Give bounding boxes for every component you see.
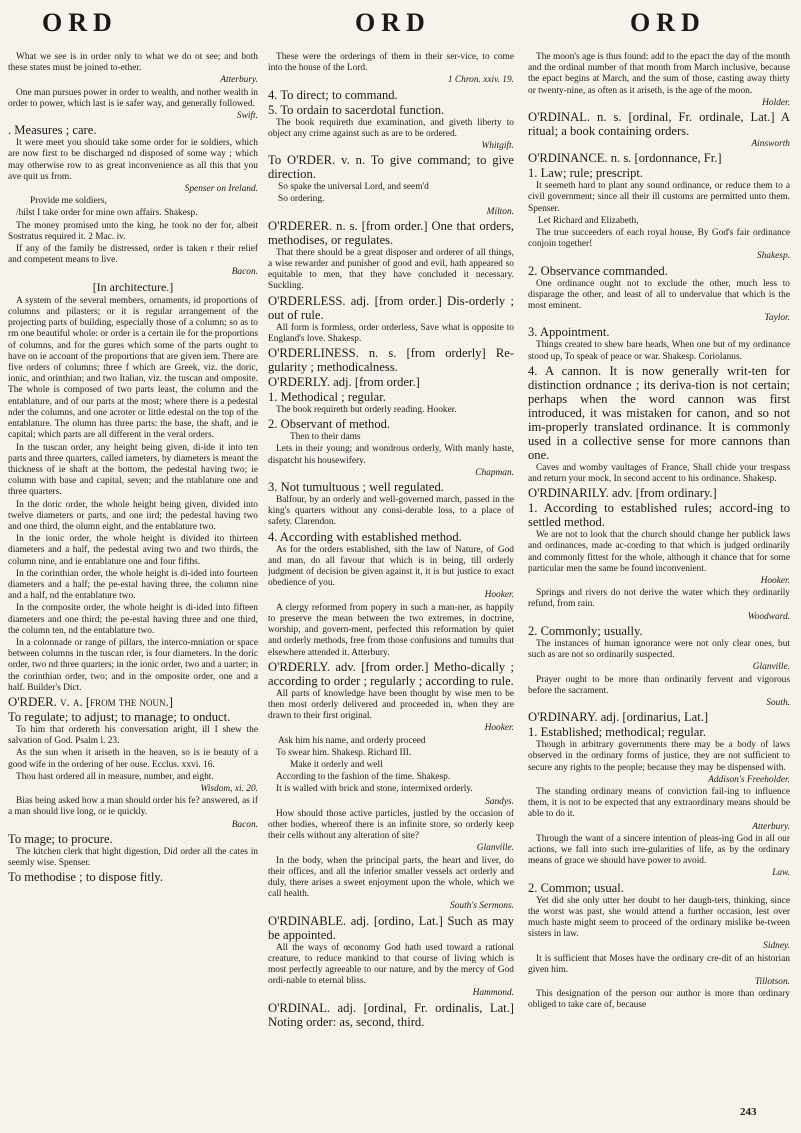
quotation-text: The book requireth but orderly reading. Hooker. [276, 405, 457, 416]
entry-definition: To O'RDER. v. n. To give command; to give direction. [268, 153, 514, 182]
citation: Sidney. [763, 941, 790, 952]
quotation-text: Caves and womby vaultages of France, Shall chide your trespass and return your mock, In second accent to his ordinance. Shakesp. [528, 462, 790, 485]
quotation-text: So ordering. [278, 194, 325, 205]
quotation-text: Provide me soldiers, [30, 196, 107, 207]
entry-definition: O'RDINAL. adj. [ordinal, Fr. ordinalis, Lat.] Noting order: as, second, third. [268, 1000, 514, 1029]
entry-definition: 3. Not tumultuous ; well regulated. [268, 480, 444, 495]
citation: Atterbury. [752, 821, 790, 832]
entry-definition: To mage; to procure. [8, 831, 113, 846]
quotation-text: In the doric order, the whole height being given, divided into twelve diameters or parts, and one iird; the pedestal having two and one third, the olumn eight, and the entablature two. [8, 499, 258, 532]
quotation-text: Springs and rivers do not derive the water which they ordinarily refund, from rain. [528, 588, 790, 610]
citation: Whitgift. [481, 141, 514, 152]
quotation-text: In the composite order, the whole height is di-ided into fifteen diameters and one third; the pe-estal having three and one third, the column ten, nd the entablature two. [8, 603, 258, 636]
quotation-text: As for the orders established, sith the law of Nature, of God and man, do all favour that which is in being, till orderly judgment of decision be given against it, it is but justice to exact obedience of you. [268, 544, 514, 589]
quotation-text: In the corinthian order, the whole height is di-ided into fourteen diameters and a half; the pe-estal having three, the column nine and a half, nd the entablature two. [8, 568, 258, 602]
citation: Bacon. [231, 819, 258, 830]
quotation-text: Through the want of a sincere intention of pleas-ing God in all our actions, we fall into such irre-gularities of life, as by the ordinary means of grace we should have power to avoid. [528, 833, 790, 867]
quotation-text: As the sun when it ariseth in the heaven, so is ie beauty of a good wife in the ordering of her ouse. Ecclus. xxvi. 16. [8, 748, 258, 770]
running-head-center: ORD [355, 8, 431, 37]
citation: Law. [772, 868, 790, 879]
citation: Taylor. [764, 313, 790, 324]
quotation-text: Prayer ought to be more than ordinarily fervent and vigorous before the sacrament. [528, 674, 790, 696]
entry-definition: O'RDINABLE. adj. [ordino, Lat.] Such as may be appointed. [268, 913, 514, 942]
quotation-text: So spake the universal Lord, and seem'd [278, 182, 429, 193]
quotation-text: The moon's age is thus found: add to the epact the day of the month and the ordinal number of that month from March inclusive, because the epact begins at March, and the sum of those, casting away thirty or twenty-nine, as often as it ariseth, is the age of the moon. [528, 52, 790, 96]
quotation-text: To swear him. Shakesp. Richard III. [276, 747, 412, 758]
quotation-text: In the body, when the principal parts, the heart and liver, do their offices, and all the inferior smaller vessels act orderly and duly, there arises a sweet enjoyment upon the whole, which we call health. [268, 855, 514, 900]
quotation-text: It seemeth hard to plant any sound ordinance, or reduce them to a civil government; since all their ill customs are permitted unto them. Spenser. [528, 181, 790, 214]
entry-definition: O'RDINARILY. adv. [from ordinary.] [528, 486, 717, 501]
entry-definition: 1. Law; rule; prescript. [528, 166, 644, 181]
citation: Wisdom, xi. 20. [200, 783, 258, 794]
quotation-text: Things created to shew bare heads, When one but of my ordinance stood up, To speak of peace or war. Shakesp. Coriolanus. [528, 340, 790, 362]
citation: Swift. [236, 111, 258, 122]
entry-definition: 1. Established; methodical; regular. [528, 725, 707, 740]
quotation-text: To him that ordereth his conversation aright, ill I shew the salvation of God. Psalm l. 23. [8, 724, 258, 747]
entry-definition: O'RDERLESS. adj. [from order.] Dis-orderly ; out of rule. [268, 293, 514, 322]
citation: Holder. [762, 97, 790, 108]
citation: South. [766, 697, 790, 708]
page-number: 243 [740, 1106, 757, 1118]
quotation-text: If any of the family be distressed, order is taken r their relief and competent means to live. [8, 244, 258, 266]
entry-definition: 4. A cannon. It is now generally writ-ten for distinction ordnance ; its deriva-tion is not certain; perhaps when the word cannon was first introduced, it was mistaken for canon, and so not im-properly translated ordinance. It is commonly used in a collective sense for more cannons than one. [528, 363, 790, 462]
entry-definition: 2. Commonly; usually. [528, 623, 643, 638]
quotation-text: Thou hast ordered all in measure, number, and eight. [16, 771, 214, 782]
quotation-text: Then to their dams [290, 432, 361, 443]
quotation-text: What we see is in order only to what we do ot see; and both these states must be joined to-ether. [8, 52, 258, 74]
entry-definition: 2. Common; usual. [528, 880, 624, 895]
quotation-text: The kitchen clerk that hight digestion, Did order all the cates in seemly wise. Spenser. [8, 846, 258, 868]
citation: Sandys. [485, 796, 514, 807]
entry-definition: O'RDINANCE. n. s. [ordonnance, Fr.] [528, 151, 722, 166]
entry-definition: 4. According with established method. [268, 529, 462, 544]
entry-definition: O'RDERLINESS. n. s. [from orderly] Re-gularity ; methodicalness. [268, 346, 514, 375]
quotation-text: One ordinance ought not to exclude the other, much less to disparage the other, and least of all to undervalue that which is the most eminent. [528, 278, 790, 312]
entry-definition: 2. Observant of method. [268, 417, 391, 432]
quotation-text: [In architecture.] [92, 279, 174, 294]
entry-definition: O'RDINARY. adj. [ordinarius, Lat.] [528, 710, 709, 725]
quotation-text: A clergy reformed from popery in such a man-ner, as happily to preserve the mean between the two extremes, in doctrine, worship, and govern-ment, perfected this reformation by quiet and orderly methods, free from those confusions and tumults that elsewhere attended it. Atterbury. [268, 602, 514, 658]
entry-definition: To regulate; to adjust; to manage; to onduct. [8, 709, 231, 724]
citation: Atterbury. [220, 75, 258, 86]
quotation-text: Let Richard and Elizabeth, [538, 215, 639, 226]
quotation-text: Lets in their young; and wondrous orderly, With manly haste, dispatcht his housewifery. [268, 444, 514, 466]
entry-definition: 4. To direct; to command. [268, 87, 398, 102]
citation: Glanville. [752, 662, 790, 673]
quotation-text: The true succeeders of each royal house, By God's fair ordinance conjoin together! [528, 228, 790, 250]
citation: Tillotson. [754, 976, 790, 987]
entry-definition: O'RDERLY. adj. [from order.] [268, 375, 420, 390]
quotation-text: In a colonnade or range of pillars, the interco-mniation or space between columns in the tuscan rder, is four diameters. In the doric order, two nd three quarters; in the ionic order, two and a uarter; in the corinthian order, two; and in the omposite order, one and a half. Builder's Dict. [8, 637, 258, 693]
citation: Hooker. [760, 576, 790, 587]
running-head-right: ORD [630, 8, 706, 37]
citation: Hooker. [484, 723, 514, 734]
quotation-text: Make it orderly and well [290, 759, 383, 770]
quotation-text: /hilst I take order for mine own affairs. Shakesp. [16, 208, 198, 219]
quotation-text: It is walled with brick and stone, intermixed orderly. [276, 784, 473, 795]
citation: Glanville. [476, 843, 514, 854]
citation: Shakesp. [756, 251, 790, 262]
entry-definition: O'RDERER. n. s. [from order.] One that orders, methodises, or regulates. [268, 218, 514, 247]
quotation-text: These were the orderings of them in their ser-vice, to come into the house of the Lord. [268, 52, 514, 74]
quotation-text: Though in arbitrary governments there may be a body of laws observed in the ordinary forms of justice, they are not sufficient to secure any rights to the people; because they may be dispensed with. [528, 740, 790, 773]
entry-definition: O'RDERLY. adv. [from order.] Metho-dically ; according to order ; regularly ; according to rule. [268, 659, 514, 688]
citation: South's Sermons. [450, 901, 514, 912]
quotation-text: A system of the several members, ornaments, id proportions of columns and pilasters; or it is regular arrangement of the projecting parts of building, especially those of a column; so as to rm one beautiful whole: or order is a certain ile for the proportions of columns, and for the gures which some of the parts ought to have on ie account of the proportions that are given iem. There are five orders of columns; three f which are Greek, viz. the doric, ionic, and orinthian; and two Italian, viz. the tuscan and omposite. The whole is composed of two parts least, the column and the entablature, and of our parts at the most; where there is a pedestal nder the columns, and one acroter or little edestal on the top of the entablature. The olumn has three parts: the base, the shaft, and ie capital; which parts are all different in the veral orders. [8, 295, 258, 441]
quotation-text: Balfour, by an orderly and well-governed march, passed in the king's quarters without any consi-derable loss, to a place of safety. Clarendon. [268, 495, 514, 528]
page-header [0, 0, 801, 46]
quotation-text: The money promised unto the king, he took no der for, albeit Sostratus required it. 2 Mac. iv. [8, 220, 258, 242]
entry-definition: 3. Appointment. [528, 325, 610, 340]
entry-definition: 2. Observance commanded. [528, 263, 668, 278]
column-middle [268, 52, 514, 1102]
quotation-text: In the tuscan order, any height being given, di-ide it into ten parts and three quarters, called iameters, by diameters is meant the thickness of ie shaft at the bottom, the pedestal having two; ie column with base and capital, seven; and the ntablature one and three quarters. [8, 442, 258, 498]
quotation-text: We are not to look that the church should change her publick laws and ordinances, made ac-cording to that which is judged ordinarily and commonly fittest for the whole, although it chance that for some particular men the same be found inconvenient. [528, 530, 790, 574]
citation: Chapman. [475, 467, 514, 478]
quotation-text: The instances of human ignorance were not only clear ones, but such as are not so ordinarily suspected. [528, 638, 790, 661]
quotation-text: Yet did she only utter her doubt to her daugh-ters, thinking, since the worst was past, she would attend a further occasion, lest over much haste might seem to proceed of the ordinary mislike be-tween sisters in law. [528, 895, 790, 940]
quotation-text: That there should be a great disposer and orderer of all things, a wise rewarder and punisher of good and evil, hath appeared so equitable to men, that they have concluded it necessary. Suckling. [268, 247, 514, 292]
citation: Spenser on Ireland. [184, 184, 258, 195]
quotation-text: It were meet you should take some order for ie soldiers, which are now first to be discharged nd disposed of some way ; which may otherwise row to as great inconvenience as all this that you ave quit us from. [8, 138, 258, 182]
entry-definition: 1. Methodical ; regular. [268, 390, 386, 405]
quotation-text: In the ionic order, the whole height is divided ito thirteen diameters and a half, the pedestal aving two and two thirds, the column nine, and ie entablature one and four fifths. [8, 534, 258, 567]
quotation-text: All the ways of œconomy God hath used toward a rational creature, to reduce mankind to that course of living which is most perfectly agreeable to our nature, and by the mercy of God ordi-nable to eternal bliss. [268, 942, 514, 987]
citation: Milton. [486, 206, 514, 217]
entry-definition: 1. According to established rules; accord-ing to settled method. [528, 501, 790, 530]
entry-definition: To methodise ; to dispose fitly. [8, 870, 164, 885]
citation: Woodward. [747, 611, 790, 622]
entry-definition: 5. To ordain to sacerdotal function. [268, 102, 445, 117]
column-right [528, 52, 790, 1102]
quotation-text: The book requireth due examination, and giveth liberty to object any crime against such as are to be ordered. [268, 117, 514, 139]
citation: Ainsworth [751, 139, 790, 150]
entry-definition: O'RDER. v. a. [from the noun.] [8, 694, 173, 709]
citation: Bacon. [231, 267, 258, 278]
quotation-text: Ask him his name, and orderly proceed [278, 735, 426, 746]
citation: Hooker. [484, 590, 514, 601]
citation: Hammond. [472, 988, 514, 999]
quotation-text: The standing ordinary means of conviction fail-ing to influence them, it is not to be expected that any extraordinary means should be able to do it. [528, 786, 790, 820]
entry-definition: . Measures ; care. [8, 123, 97, 138]
quotation-text: How should those active particles, justled by the occasion of other bodies, whereof there is an infinite store, so orderly keep their cells without any alteration of site? [268, 808, 514, 842]
column-left [8, 52, 258, 1102]
quotation-text: All form is formless, order orderless, Save what is opposite to England's love. Shakesp. [268, 322, 514, 344]
citation: 1 Chron. xxiv. 19. [447, 75, 514, 86]
quotation-text: All parts of knowledge have been thought by wise men to be then most orderly delivered and proceeded in, when they are drawn to their first original. [268, 688, 514, 722]
quotation-text: Bias being asked how a man should order his fe? answered, as if a man should live long, or ie quickly. [8, 796, 258, 818]
running-head-left: ORD [42, 8, 118, 37]
citation: Addison's Freeholder. [708, 774, 790, 785]
quotation-text: According to the fashion of the time. Shakesp. [276, 772, 451, 783]
quotation-text: One man pursues power in order to wealth, and nother wealth in order to power, which last is ie safer way, and generally followed. [8, 87, 258, 109]
entry-definition: O'RDINAL. n. s. [ordinal, Fr. ordinale, Lat.] A ritual; a book containing orders. [528, 110, 790, 139]
quotation-text: This designation of the person our author is more than ordinary obliged to take care of, because [528, 989, 790, 1011]
quotation-text: It is sufficient that Moses have the ordinary cre-dit of an historian given him. [528, 953, 790, 975]
